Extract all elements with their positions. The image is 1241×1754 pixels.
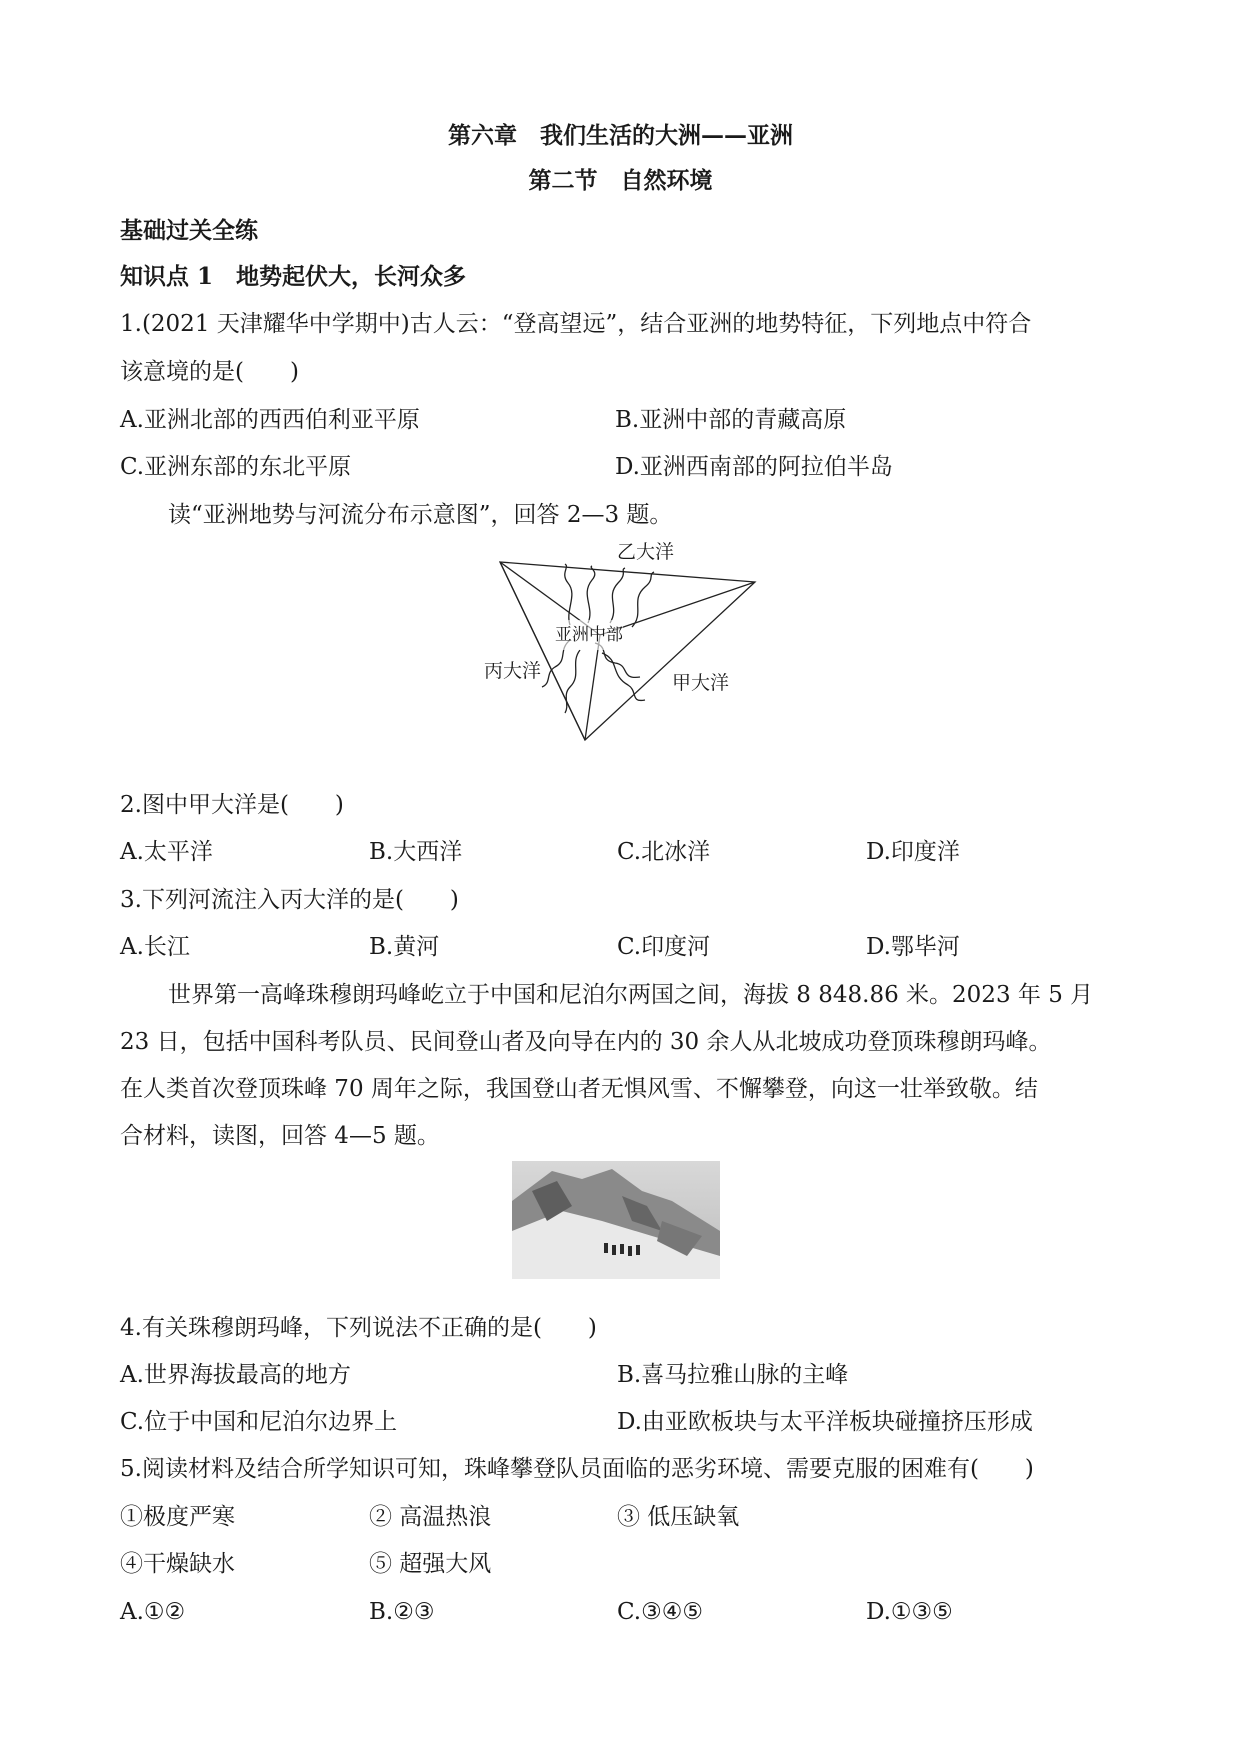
- diagram-label-yi: 乙大洋: [617, 541, 675, 563]
- q1-stem-line2: 该意境的是( ): [120, 359, 299, 385]
- q4-option-c: C.位于中国和尼泊尔边界上: [120, 1409, 398, 1435]
- q2-option-c: C.北冰洋: [617, 839, 711, 865]
- q1-stem-line1: 1.(2021 天津耀华中学期中)古人云：“登高望远”，结合亚洲的地势特征，下列地点中符合: [120, 311, 1032, 337]
- q5-item-5: ⑤ 超强大风: [369, 1551, 492, 1577]
- river-north-2: [587, 566, 595, 623]
- passage-line1: 世界第一高峰珠穆朗玛峰屹立于中国和尼泊尔两国之间，海拔 8 848.86 米。2023 年 5 月: [168, 982, 1094, 1008]
- river-sw-2: [565, 650, 580, 713]
- q5-option-b: B.②③: [369, 1599, 435, 1625]
- knowledge-point-title: 知识点 1 地势起伏大，长河众多: [120, 263, 467, 290]
- q4-stem: 4.有关珠穆朗玛峰，下列说法不正确的是( ): [120, 1315, 597, 1341]
- river-north-4: [632, 572, 654, 627]
- river-north-3: [610, 568, 625, 623]
- diagram-inner-line: [585, 635, 600, 740]
- q4-option-b: B.喜马拉雅山脉的主峰: [617, 1362, 849, 1388]
- passage-line4: 合材料，读图，回答 4—5 题。: [120, 1123, 440, 1149]
- q5-item-4: ④干燥缺水: [120, 1551, 235, 1577]
- diagram-inner-line: [500, 562, 585, 740]
- q5-option-d: D.①③⑤: [866, 1599, 953, 1625]
- q3-option-c: C.印度河: [617, 934, 711, 960]
- q4-option-a: A.世界海拔最高的地方: [120, 1362, 351, 1388]
- chapter-title: 第六章 我们生活的大洲——亚洲: [448, 122, 793, 149]
- river-north-1: [565, 564, 572, 625]
- q2-stem: 2.图中甲大洋是( ): [120, 792, 344, 818]
- intro-2-3: 读“亚洲地势与河流分布示意图”，回答 2—3 题。: [168, 502, 673, 528]
- q5-item-2: ② 高温热浪: [369, 1504, 492, 1530]
- everest-climbers-photo: [512, 1161, 720, 1279]
- q1-option-b: B.亚洲中部的青藏高原: [615, 407, 847, 433]
- q2-option-a: A.太平洋: [120, 839, 213, 865]
- q5-item-3: ③ 低压缺氧: [617, 1504, 740, 1530]
- q3-option-a: A.长江: [120, 934, 190, 960]
- q1-option-a: A.亚洲北部的西西伯利亚平原: [120, 407, 420, 433]
- section-title: 第二节 自然环境: [528, 167, 713, 194]
- diagram-label-bing: 丙大洋: [484, 660, 542, 682]
- practice-title: 基础过关全练: [120, 217, 258, 244]
- q2-option-b: B.大西洋: [369, 839, 463, 865]
- q5-option-a: A.①②: [120, 1599, 186, 1625]
- q2-option-d: D.印度洋: [866, 839, 960, 865]
- q1-option-c: C.亚洲东部的东北平原: [120, 454, 352, 480]
- asia-outline-triangle: [500, 562, 755, 740]
- diagram-label-center: 亚洲中部: [555, 620, 623, 650]
- passage-line2: 23 日，包括中国科考队员、民间登山者及向导在内的 30 余人从北坡成功登顶珠穆朗玛峰。: [120, 1029, 1052, 1055]
- q5-stem: 5.阅读材料及结合所学知识可知，珠峰攀登队员面临的恶劣环境、需要克服的困难有( ): [120, 1456, 1034, 1482]
- q5-item-1: ①极度严寒: [120, 1504, 235, 1530]
- q3-option-b: B.黄河: [369, 934, 440, 960]
- passage-line3: 在人类首次登顶珠峰 70 周年之际，我国登山者无惧风雪、不懈攀登，向这一壮举致敬。结: [120, 1076, 1038, 1102]
- diagram-label-jia: 甲大洋: [672, 672, 730, 694]
- q4-option-d: D.由亚欧板块与太平洋板块碰撞挤压形成: [617, 1409, 1033, 1435]
- q3-stem: 3.下列河流注入丙大洋的是( ): [120, 887, 459, 913]
- q5-option-c: C.③④⑤: [617, 1599, 703, 1625]
- q3-option-d: D.鄂毕河: [866, 934, 960, 960]
- diagram-inner-line: [600, 582, 755, 635]
- q1-option-d: D.亚洲西南部的阿拉伯半岛: [615, 454, 893, 480]
